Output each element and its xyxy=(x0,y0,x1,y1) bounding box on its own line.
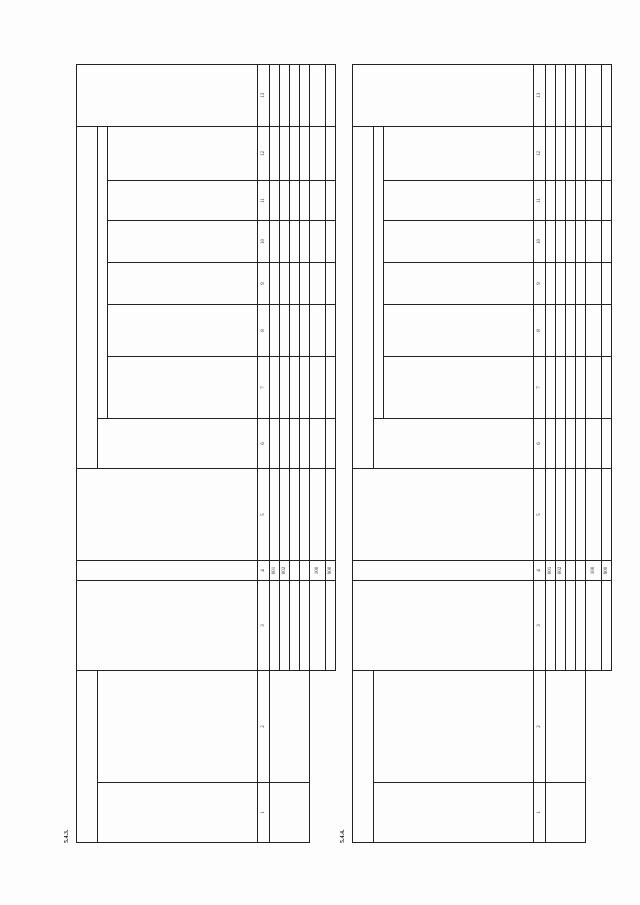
name-header xyxy=(374,783,534,843)
data-cell xyxy=(602,305,612,357)
data-cell xyxy=(270,305,280,357)
data-cell xyxy=(586,357,602,419)
org-header xyxy=(353,671,374,843)
data-cell xyxy=(576,357,586,419)
col-number: 10 xyxy=(534,221,546,263)
col7-header xyxy=(384,357,534,419)
data-cell xyxy=(566,305,576,357)
col12-header xyxy=(384,126,534,180)
col9-header xyxy=(108,263,258,305)
data-cell xyxy=(546,126,556,180)
data-cell xyxy=(586,419,602,469)
total-label xyxy=(326,581,336,671)
data-cell xyxy=(576,263,586,305)
data-cell xyxy=(300,469,310,561)
data-cell xyxy=(310,221,326,263)
data-cell xyxy=(270,126,280,180)
salary-fund-header xyxy=(353,469,534,561)
col12-header xyxy=(108,126,258,180)
org-header xyxy=(77,671,98,843)
data-cell xyxy=(270,263,280,305)
data-cell xyxy=(546,221,556,263)
salary-table-544 xyxy=(352,64,612,843)
data-cell xyxy=(326,263,336,305)
data-cell xyxy=(566,64,576,126)
data-cell xyxy=(326,357,336,419)
data-cell xyxy=(280,126,290,180)
data-cell xyxy=(280,469,290,561)
total-fund-header xyxy=(353,64,534,126)
data-cell xyxy=(270,419,280,469)
subtotal-code: 100 xyxy=(586,561,602,581)
col-number: 13 xyxy=(258,64,270,126)
data-cell xyxy=(270,783,310,843)
data-cell xyxy=(556,305,566,357)
data-cell xyxy=(300,64,310,126)
data-cell xyxy=(576,469,586,561)
data-cell xyxy=(310,263,326,305)
data-cell xyxy=(270,357,280,419)
data-cell xyxy=(556,221,566,263)
col-number: 9 xyxy=(258,263,270,305)
data-cell xyxy=(300,581,310,671)
col-number: 5 xyxy=(258,469,270,561)
col-number: 11 xyxy=(534,181,546,221)
data-cell xyxy=(300,419,310,469)
col-number: 2 xyxy=(258,671,270,783)
data-cell xyxy=(586,263,602,305)
section-title: 5.4.4. xyxy=(340,829,346,843)
subtotal-row xyxy=(310,64,326,842)
data-cell xyxy=(566,357,576,419)
data-cell xyxy=(326,64,336,126)
data-cell xyxy=(546,181,556,221)
data-cell xyxy=(270,181,280,221)
col-number: 6 xyxy=(534,419,546,469)
data-cell xyxy=(290,581,300,671)
subtotal-label xyxy=(586,581,602,671)
position-header xyxy=(77,581,258,671)
data-cell xyxy=(586,305,602,357)
data-cell xyxy=(280,305,290,357)
data-cell xyxy=(280,181,290,221)
col-number: 3 xyxy=(534,581,546,671)
col-number: 12 xyxy=(534,126,546,180)
data-cell xyxy=(566,419,576,469)
col-number: 12 xyxy=(258,126,270,180)
total-fund-header xyxy=(77,64,258,126)
code-header xyxy=(77,561,258,581)
data-cell xyxy=(566,126,576,180)
row-code xyxy=(576,561,586,581)
data-cell xyxy=(556,126,566,180)
data-cell xyxy=(326,305,336,357)
data-cell xyxy=(602,126,612,180)
blank-cell xyxy=(310,671,326,843)
total-code: 900 xyxy=(602,561,612,581)
data-cell xyxy=(586,181,602,221)
data-cell xyxy=(556,419,566,469)
type-header xyxy=(98,671,258,783)
data-cell xyxy=(326,126,336,180)
data-cell xyxy=(576,581,586,671)
data-cell xyxy=(280,263,290,305)
row-code: 002 xyxy=(280,561,290,581)
data-cell xyxy=(576,221,586,263)
data-cell xyxy=(290,181,300,221)
data-cell xyxy=(310,126,326,180)
data-cell xyxy=(576,64,586,126)
data-cell xyxy=(576,305,586,357)
data-cell xyxy=(566,469,576,561)
payments-group-header xyxy=(77,126,98,468)
col-number: 7 xyxy=(534,357,546,419)
data-cell xyxy=(300,221,310,263)
total-row xyxy=(602,64,612,842)
data-cell xyxy=(326,469,336,561)
data-cell xyxy=(290,221,300,263)
data-cell xyxy=(280,221,290,263)
data-cell xyxy=(586,126,602,180)
col-number: 9 xyxy=(534,263,546,305)
total-label xyxy=(602,581,612,671)
col-number: 1 xyxy=(534,783,546,843)
name-header xyxy=(98,783,258,843)
table-row xyxy=(270,64,280,842)
col8-header xyxy=(384,305,534,357)
data-cell xyxy=(310,419,326,469)
col11-header xyxy=(384,181,534,221)
data-cell xyxy=(270,64,280,126)
col-number: 10 xyxy=(258,221,270,263)
data-cell xyxy=(290,305,300,357)
row-code xyxy=(566,561,576,581)
data-cell xyxy=(602,181,612,221)
including-header xyxy=(374,126,384,418)
data-cell xyxy=(546,783,586,843)
data-cell xyxy=(326,419,336,469)
data-cell xyxy=(602,263,612,305)
col-number: 4 xyxy=(258,561,270,581)
data-cell xyxy=(290,469,300,561)
data-cell xyxy=(546,64,556,126)
col8-header xyxy=(108,305,258,357)
data-cell xyxy=(546,357,556,419)
data-cell xyxy=(602,357,612,419)
data-cell xyxy=(300,263,310,305)
row-code: 001 xyxy=(270,561,280,581)
total-row xyxy=(326,64,336,842)
data-cell xyxy=(290,263,300,305)
data-cell xyxy=(546,419,556,469)
data-cell xyxy=(300,181,310,221)
total-code: 900 xyxy=(326,561,336,581)
code-header xyxy=(353,561,534,581)
col11-header xyxy=(108,181,258,221)
data-cell xyxy=(326,181,336,221)
col-number: 6 xyxy=(258,419,270,469)
row-code: 001 xyxy=(546,561,556,581)
col-number: 3 xyxy=(258,581,270,671)
col-number: 11 xyxy=(258,181,270,221)
data-cell xyxy=(586,221,602,263)
row-code: 002 xyxy=(556,561,566,581)
data-cell xyxy=(270,671,310,783)
data-cell xyxy=(546,305,556,357)
col-number: 8 xyxy=(258,305,270,357)
data-cell xyxy=(310,305,326,357)
row-code xyxy=(290,561,300,581)
col7-header xyxy=(108,357,258,419)
data-cell xyxy=(556,469,566,561)
including-header xyxy=(98,126,108,418)
section-title: 5.4.3. xyxy=(64,829,70,843)
col9-header xyxy=(384,263,534,305)
data-cell xyxy=(602,64,612,126)
data-cell xyxy=(566,263,576,305)
data-cell xyxy=(280,581,290,671)
table-row xyxy=(546,64,556,842)
col-number: 7 xyxy=(258,357,270,419)
data-cell xyxy=(586,64,602,126)
data-cell xyxy=(546,581,556,671)
data-cell xyxy=(300,126,310,180)
data-cell xyxy=(290,419,300,469)
payments-group-header xyxy=(353,126,374,468)
salary-table-543 xyxy=(76,64,336,843)
data-cell xyxy=(556,263,566,305)
data-cell xyxy=(566,221,576,263)
data-cell xyxy=(290,126,300,180)
position-header xyxy=(353,581,534,671)
subtotal-code: 100 xyxy=(310,561,326,581)
row-code xyxy=(300,561,310,581)
col10-header xyxy=(108,221,258,263)
data-cell xyxy=(576,181,586,221)
total-col-header xyxy=(374,419,534,469)
data-cell xyxy=(602,221,612,263)
col-number: 5 xyxy=(534,469,546,561)
col-number: 8 xyxy=(534,305,546,357)
data-cell xyxy=(556,357,566,419)
data-cell xyxy=(290,357,300,419)
data-cell xyxy=(556,64,566,126)
data-cell xyxy=(602,419,612,469)
data-cell xyxy=(280,419,290,469)
data-cell xyxy=(566,181,576,221)
blank-cell xyxy=(602,671,612,843)
data-cell xyxy=(300,305,310,357)
data-cell xyxy=(290,64,300,126)
subtotal-row xyxy=(586,64,602,842)
data-cell xyxy=(556,181,566,221)
data-cell xyxy=(566,581,576,671)
col-number: 13 xyxy=(534,64,546,126)
salary-fund-header xyxy=(77,469,258,561)
data-cell xyxy=(310,181,326,221)
data-cell xyxy=(546,469,556,561)
data-cell xyxy=(576,419,586,469)
data-cell xyxy=(556,581,566,671)
data-cell xyxy=(310,469,326,561)
blank-cell xyxy=(326,671,336,843)
col-number: 1 xyxy=(258,783,270,843)
data-cell xyxy=(270,581,280,671)
data-cell xyxy=(310,357,326,419)
type-header xyxy=(374,671,534,783)
data-cell xyxy=(586,469,602,561)
data-cell xyxy=(280,64,290,126)
data-cell xyxy=(576,126,586,180)
data-cell xyxy=(546,263,556,305)
data-cell xyxy=(326,221,336,263)
blank-cell xyxy=(586,671,602,843)
col-number: 2 xyxy=(534,671,546,783)
subtotal-label xyxy=(310,581,326,671)
data-cell xyxy=(310,64,326,126)
data-cell xyxy=(546,671,586,783)
data-cell xyxy=(280,357,290,419)
data-cell xyxy=(270,469,280,561)
data-cell xyxy=(300,357,310,419)
total-col-header xyxy=(98,419,258,469)
col10-header xyxy=(384,221,534,263)
data-cell xyxy=(270,221,280,263)
data-cell xyxy=(602,469,612,561)
col-number: 4 xyxy=(534,561,546,581)
